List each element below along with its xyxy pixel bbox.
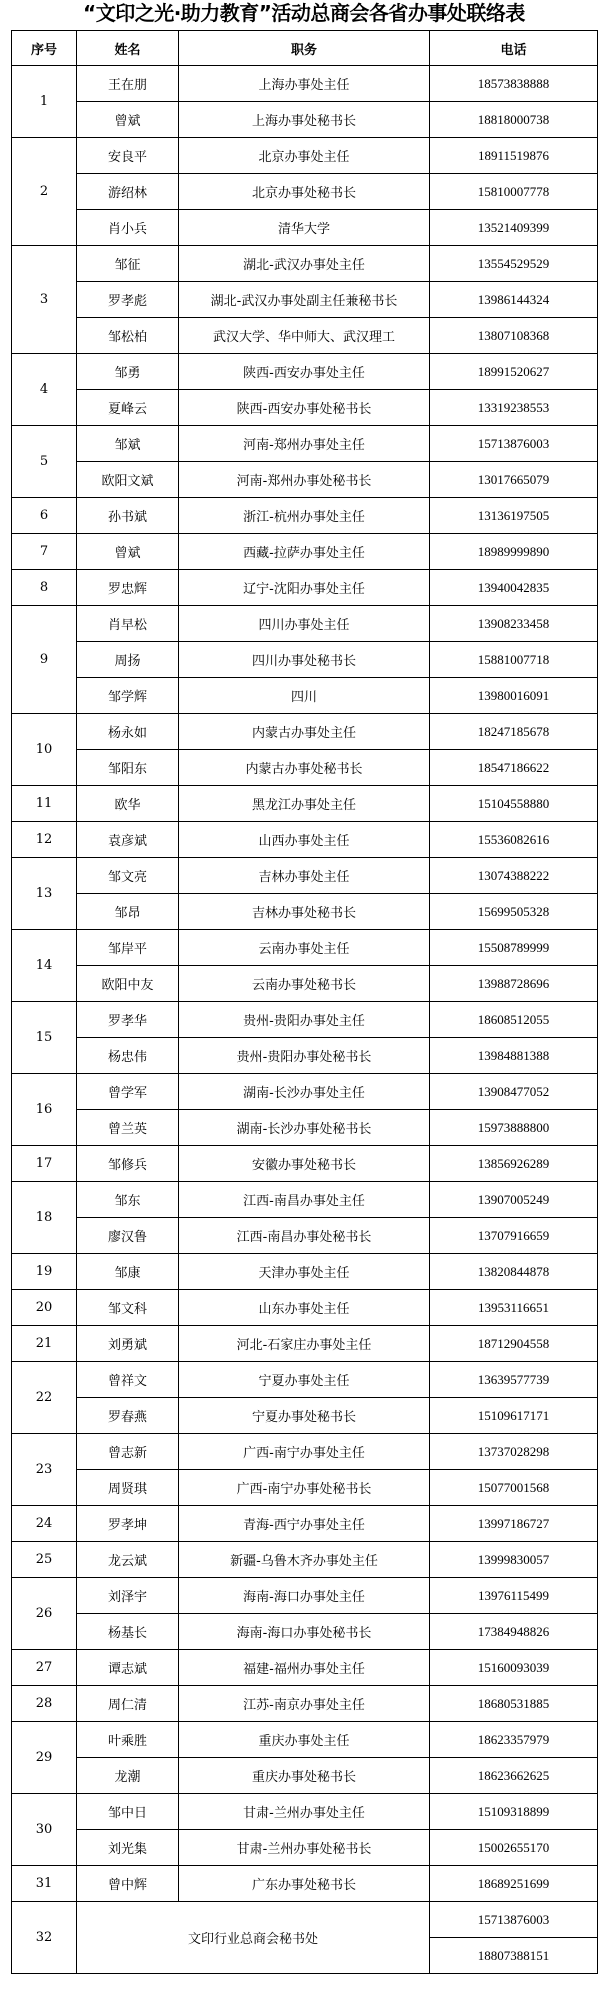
contact-position: 云南办事处主任 bbox=[179, 930, 430, 966]
contact-name: 邹岸平 bbox=[77, 930, 179, 966]
contact-phone: 13908477052 bbox=[430, 1074, 598, 1110]
contact-name: 罗忠辉 bbox=[77, 570, 179, 606]
contact-phone: 13988728696 bbox=[430, 966, 598, 1002]
contact-position: 山西办事处主任 bbox=[179, 822, 430, 858]
contact-name: 肖早松 bbox=[77, 606, 179, 642]
contact-phone: 13017665079 bbox=[430, 462, 598, 498]
contact-name: 邹松柏 bbox=[77, 318, 179, 354]
contact-phone: 18712904558 bbox=[430, 1326, 598, 1362]
contact-name: 周仁清 bbox=[77, 1686, 179, 1722]
contact-position: 武汉大学、华中师大、武汉理工 bbox=[179, 318, 430, 354]
contact-position: 内蒙古办事处主任 bbox=[179, 714, 430, 750]
contact-name: 曾兰英 bbox=[77, 1110, 179, 1146]
contact-phone: 18608512055 bbox=[430, 1002, 598, 1038]
contact-position: 江西-南昌办事处秘书长 bbox=[179, 1218, 430, 1254]
contact-name: 邹文科 bbox=[77, 1290, 179, 1326]
contact-position: 河南-郑州办事处秘书长 bbox=[179, 462, 430, 498]
contact-phone: 15160093039 bbox=[430, 1650, 598, 1686]
row-number: 5 bbox=[12, 426, 77, 498]
contact-name: 刘光集 bbox=[77, 1830, 179, 1866]
contact-name: 安良平 bbox=[77, 138, 179, 174]
contact-position: 海南-海口办事处秘书长 bbox=[179, 1614, 430, 1650]
contact-position: 青海-西宁办事处主任 bbox=[179, 1506, 430, 1542]
contact-name: 罗孝坤 bbox=[77, 1506, 179, 1542]
row-number: 8 bbox=[12, 570, 77, 606]
contact-name: 刘勇斌 bbox=[77, 1326, 179, 1362]
contact-position: 西藏-拉萨办事处主任 bbox=[179, 534, 430, 570]
contact-name: 刘泽宇 bbox=[77, 1578, 179, 1614]
table-row bbox=[12, 1794, 598, 1830]
contact-phone: 18623357979 bbox=[430, 1722, 598, 1758]
contact-name: 罗孝华 bbox=[77, 1002, 179, 1038]
row-number: 28 bbox=[12, 1686, 77, 1722]
table-row bbox=[12, 282, 598, 318]
table-row bbox=[12, 246, 598, 282]
contact-name: 杨忠伟 bbox=[77, 1038, 179, 1074]
contact-name: 杨基长 bbox=[77, 1614, 179, 1650]
contact-phone: 13980016091 bbox=[430, 678, 598, 714]
contact-phone: 18247185678 bbox=[430, 714, 598, 750]
table-row bbox=[12, 894, 598, 930]
header-no: 序号 bbox=[12, 31, 77, 66]
row-number: 1 bbox=[12, 66, 77, 138]
contact-position: 贵州-贵阳办事处主任 bbox=[179, 1002, 430, 1038]
table-row bbox=[12, 462, 598, 498]
row-number: 19 bbox=[12, 1254, 77, 1290]
contact-phone: 15077001568 bbox=[430, 1470, 598, 1506]
table-row bbox=[12, 678, 598, 714]
contact-phone: 15973888800 bbox=[430, 1110, 598, 1146]
contact-phone: 13986144324 bbox=[430, 282, 598, 318]
contact-name: 游绍林 bbox=[77, 174, 179, 210]
contact-phone: 17384948826 bbox=[430, 1614, 598, 1650]
contact-name: 曾志新 bbox=[77, 1434, 179, 1470]
contact-position: 贵州-贵阳办事处秘书长 bbox=[179, 1038, 430, 1074]
contact-phone: 15508789999 bbox=[430, 930, 598, 966]
contact-position: 上海办事处主任 bbox=[179, 66, 430, 102]
contact-phone: 15109617171 bbox=[430, 1398, 598, 1434]
contact-phone: 15109318899 bbox=[430, 1794, 598, 1830]
contact-phone: 13820844878 bbox=[430, 1254, 598, 1290]
table-row bbox=[12, 930, 598, 966]
contact-name: 廖汉鲁 bbox=[77, 1218, 179, 1254]
table-row bbox=[12, 1326, 598, 1362]
contact-name: 杨永如 bbox=[77, 714, 179, 750]
table-row bbox=[12, 1686, 598, 1722]
table-row bbox=[12, 1722, 598, 1758]
contact-position: 清华大学 bbox=[179, 210, 430, 246]
contact-phone: 13908233458 bbox=[430, 606, 598, 642]
table-row bbox=[12, 1758, 598, 1794]
row-number: 29 bbox=[12, 1722, 77, 1794]
table-row bbox=[12, 1434, 598, 1470]
row-number: 32 bbox=[12, 1902, 77, 1974]
row-number: 27 bbox=[12, 1650, 77, 1686]
contact-position: 重庆办事处主任 bbox=[179, 1722, 430, 1758]
row-number: 26 bbox=[12, 1578, 77, 1650]
contact-position: 陕西-西安办事处秘书长 bbox=[179, 390, 430, 426]
table-row bbox=[12, 498, 598, 534]
row-number: 4 bbox=[12, 354, 77, 426]
contact-phone: 15699505328 bbox=[430, 894, 598, 930]
contact-name: 龙潮 bbox=[77, 1758, 179, 1794]
contact-position: 浙江-杭州办事处主任 bbox=[179, 498, 430, 534]
contact-phone: 13554529529 bbox=[430, 246, 598, 282]
contact-phone: 13953116651 bbox=[430, 1290, 598, 1326]
contact-name: 邹勇 bbox=[77, 354, 179, 390]
table-row bbox=[12, 1398, 598, 1434]
table-row bbox=[12, 1506, 598, 1542]
contact-position: 云南办事处秘书长 bbox=[179, 966, 430, 1002]
table-row bbox=[12, 1002, 598, 1038]
contact-phone: 15713876003 bbox=[430, 1902, 598, 1938]
contact-position: 宁夏办事处秘书长 bbox=[179, 1398, 430, 1434]
table-row bbox=[12, 1254, 598, 1290]
contact-name: 邹学辉 bbox=[77, 678, 179, 714]
header-position: 职务 bbox=[179, 31, 430, 66]
contact-name: 周扬 bbox=[77, 642, 179, 678]
contact-name: 肖小兵 bbox=[77, 210, 179, 246]
contact-name: 袁彦斌 bbox=[77, 822, 179, 858]
row-number: 6 bbox=[12, 498, 77, 534]
table-row bbox=[12, 1038, 598, 1074]
contact-position: 福建-福州办事处主任 bbox=[179, 1650, 430, 1686]
contact-position: 甘肃-兰州办事处秘书长 bbox=[179, 1830, 430, 1866]
contact-phone: 13074388222 bbox=[430, 858, 598, 894]
row-number: 14 bbox=[12, 930, 77, 1002]
row-number: 31 bbox=[12, 1866, 77, 1902]
row-number: 15 bbox=[12, 1002, 77, 1074]
table-row bbox=[12, 822, 598, 858]
contact-position: 江西-南昌办事处主任 bbox=[179, 1182, 430, 1218]
table-row bbox=[12, 174, 598, 210]
contact-position: 四川办事处秘书长 bbox=[179, 642, 430, 678]
row-number: 10 bbox=[12, 714, 77, 786]
table-row bbox=[12, 1362, 598, 1398]
row-number: 18 bbox=[12, 1182, 77, 1254]
row-number: 17 bbox=[12, 1146, 77, 1182]
contact-phone: 18991520627 bbox=[430, 354, 598, 390]
contact-phone: 18807388151 bbox=[430, 1938, 598, 1974]
contact-position: 安徽办事处秘书长 bbox=[179, 1146, 430, 1182]
contact-name: 周贤琪 bbox=[77, 1470, 179, 1506]
contact-position: 吉林办事处主任 bbox=[179, 858, 430, 894]
row-number: 11 bbox=[12, 786, 77, 822]
table-row bbox=[12, 1650, 598, 1686]
table-body bbox=[12, 66, 598, 1974]
contact-name: 欧阳文斌 bbox=[77, 462, 179, 498]
contact-phone: 13807108368 bbox=[430, 318, 598, 354]
row-number: 22 bbox=[12, 1362, 77, 1434]
table-row bbox=[12, 858, 598, 894]
table-row bbox=[12, 1830, 598, 1866]
contact-phone: 13319238553 bbox=[430, 390, 598, 426]
row-number: 25 bbox=[12, 1542, 77, 1578]
row-number: 3 bbox=[12, 246, 77, 354]
contact-phone: 15713876003 bbox=[430, 426, 598, 462]
contact-phone: 13940042835 bbox=[430, 570, 598, 606]
contact-phone: 18680531885 bbox=[430, 1686, 598, 1722]
contact-name: 曾学军 bbox=[77, 1074, 179, 1110]
table-row bbox=[12, 354, 598, 390]
contact-position: 四川办事处主任 bbox=[179, 606, 430, 642]
contact-phone: 18573838888 bbox=[430, 66, 598, 102]
table-row bbox=[12, 1182, 598, 1218]
table-row bbox=[12, 1110, 598, 1146]
contact-name: 曾中辉 bbox=[77, 1866, 179, 1902]
table-row bbox=[12, 1614, 598, 1650]
contact-phone: 18547186622 bbox=[430, 750, 598, 786]
contact-phone: 18689251699 bbox=[430, 1866, 598, 1902]
contact-table bbox=[11, 30, 598, 1974]
contact-position: 湖北-武汉办事处副主任兼秘书长 bbox=[179, 282, 430, 318]
contact-position: 北京办事处主任 bbox=[179, 138, 430, 174]
contact-phone: 18911519876 bbox=[430, 138, 598, 174]
row-number: 23 bbox=[12, 1434, 77, 1506]
secretariat-name: 文印行业总商会秘书处 bbox=[77, 1902, 430, 1974]
contact-name: 谭志斌 bbox=[77, 1650, 179, 1686]
contact-phone: 13521409399 bbox=[430, 210, 598, 246]
contact-position: 广东办事处秘书长 bbox=[179, 1866, 430, 1902]
table-row bbox=[12, 606, 598, 642]
contact-position: 北京办事处秘书长 bbox=[179, 174, 430, 210]
contact-phone: 18623662625 bbox=[430, 1758, 598, 1794]
contact-name: 曾斌 bbox=[77, 102, 179, 138]
contact-name: 罗孝彪 bbox=[77, 282, 179, 318]
contact-position: 辽宁-沈阳办事处主任 bbox=[179, 570, 430, 606]
contact-position: 陕西-西安办事处主任 bbox=[179, 354, 430, 390]
contact-phone: 15881007718 bbox=[430, 642, 598, 678]
contact-position: 内蒙古办事处秘书长 bbox=[179, 750, 430, 786]
table-row bbox=[12, 1542, 598, 1578]
contact-phone: 13984881388 bbox=[430, 1038, 598, 1074]
contact-name: 欧阳中友 bbox=[77, 966, 179, 1002]
contact-position: 海南-海口办事处主任 bbox=[179, 1578, 430, 1614]
table-row bbox=[12, 426, 598, 462]
contact-name: 孙书斌 bbox=[77, 498, 179, 534]
contact-name: 邹修兵 bbox=[77, 1146, 179, 1182]
contact-position: 吉林办事处秘书长 bbox=[179, 894, 430, 930]
table-row bbox=[12, 966, 598, 1002]
contact-phone: 15536082616 bbox=[430, 822, 598, 858]
contact-name: 邹中日 bbox=[77, 1794, 179, 1830]
contact-name: 夏峰云 bbox=[77, 390, 179, 426]
contact-position: 天津办事处主任 bbox=[179, 1254, 430, 1290]
contact-position: 湖北-武汉办事处主任 bbox=[179, 246, 430, 282]
table-row bbox=[12, 642, 598, 678]
header-name: 姓名 bbox=[77, 31, 179, 66]
header-phone: 电话 bbox=[430, 31, 598, 66]
row-number: 30 bbox=[12, 1794, 77, 1866]
contact-position: 广西-南宁办事处主任 bbox=[179, 1434, 430, 1470]
contact-phone: 13999830057 bbox=[430, 1542, 598, 1578]
contact-phone: 18818000738 bbox=[430, 102, 598, 138]
table-row bbox=[12, 138, 598, 174]
contact-position: 宁夏办事处主任 bbox=[179, 1362, 430, 1398]
contact-name: 欧华 bbox=[77, 786, 179, 822]
row-number: 7 bbox=[12, 534, 77, 570]
row-number: 16 bbox=[12, 1074, 77, 1146]
contact-name: 王在朋 bbox=[77, 66, 179, 102]
table-row bbox=[12, 714, 598, 750]
contact-position: 新疆-乌鲁木齐办事处主任 bbox=[179, 1542, 430, 1578]
contact-position: 甘肃-兰州办事处主任 bbox=[179, 1794, 430, 1830]
table-row bbox=[12, 1578, 598, 1614]
contact-phone: 13976115499 bbox=[430, 1578, 598, 1614]
contact-phone: 15104558880 bbox=[430, 786, 598, 822]
contact-position: 上海办事处秘书长 bbox=[179, 102, 430, 138]
contact-position: 河南-郑州办事处主任 bbox=[179, 426, 430, 462]
contact-name: 罗春燕 bbox=[77, 1398, 179, 1434]
contact-position: 湖南-长沙办事处秘书长 bbox=[179, 1110, 430, 1146]
contact-name: 邹昂 bbox=[77, 894, 179, 930]
table-row bbox=[12, 1470, 598, 1506]
contact-phone: 13639577739 bbox=[430, 1362, 598, 1398]
contact-phone: 15002655170 bbox=[430, 1830, 598, 1866]
table-row bbox=[12, 570, 598, 606]
row-number: 12 bbox=[12, 822, 77, 858]
table-row bbox=[12, 210, 598, 246]
contact-position: 江苏-南京办事处主任 bbox=[179, 1686, 430, 1722]
header-row bbox=[12, 31, 598, 66]
table-row bbox=[12, 1290, 598, 1326]
contact-name: 邹康 bbox=[77, 1254, 179, 1290]
contact-name: 邹东 bbox=[77, 1182, 179, 1218]
contact-position: 广西-南宁办事处秘书长 bbox=[179, 1470, 430, 1506]
row-number: 21 bbox=[12, 1326, 77, 1362]
table-row bbox=[12, 102, 598, 138]
contact-phone: 15810007778 bbox=[430, 174, 598, 210]
contact-name: 邹文亮 bbox=[77, 858, 179, 894]
contact-name: 邹斌 bbox=[77, 426, 179, 462]
contact-name: 曾斌 bbox=[77, 534, 179, 570]
contact-name: 邹阳东 bbox=[77, 750, 179, 786]
row-number: 9 bbox=[12, 606, 77, 714]
contact-name: 曾祥文 bbox=[77, 1362, 179, 1398]
table-row bbox=[12, 66, 598, 102]
row-number: 13 bbox=[12, 858, 77, 930]
contact-position: 重庆办事处秘书长 bbox=[179, 1758, 430, 1794]
contact-phone: 13136197505 bbox=[430, 498, 598, 534]
contact-name: 龙云斌 bbox=[77, 1542, 179, 1578]
contact-position: 湖南-长沙办事处主任 bbox=[179, 1074, 430, 1110]
row-number: 20 bbox=[12, 1290, 77, 1326]
table-row bbox=[12, 390, 598, 426]
page-title: “文印之光·助力教育”活动总商会各省办事处联络表 bbox=[83, 1, 525, 25]
contact-phone: 13997186727 bbox=[430, 1506, 598, 1542]
contact-position: 山东办事处主任 bbox=[179, 1290, 430, 1326]
table-row bbox=[12, 534, 598, 570]
contact-position: 黑龙江办事处主任 bbox=[179, 786, 430, 822]
table-row bbox=[12, 750, 598, 786]
table-row bbox=[12, 786, 598, 822]
contact-phone: 13856926289 bbox=[430, 1146, 598, 1182]
contact-name: 叶乘胜 bbox=[77, 1722, 179, 1758]
table-row bbox=[12, 1218, 598, 1254]
table-row bbox=[12, 1866, 598, 1902]
table-row bbox=[12, 318, 598, 354]
contact-position: 四川 bbox=[179, 678, 430, 714]
row-number: 24 bbox=[12, 1506, 77, 1542]
contact-phone: 13707916659 bbox=[430, 1218, 598, 1254]
table-row bbox=[12, 1074, 598, 1110]
contact-phone: 13737028298 bbox=[430, 1434, 598, 1470]
row-number: 2 bbox=[12, 138, 77, 246]
table-row bbox=[12, 1902, 598, 1938]
contact-phone: 18989999890 bbox=[430, 534, 598, 570]
contact-phone: 13907005249 bbox=[430, 1182, 598, 1218]
table-row bbox=[12, 1146, 598, 1182]
contact-position: 河北-石家庄办事处主任 bbox=[179, 1326, 430, 1362]
contact-name: 邹征 bbox=[77, 246, 179, 282]
